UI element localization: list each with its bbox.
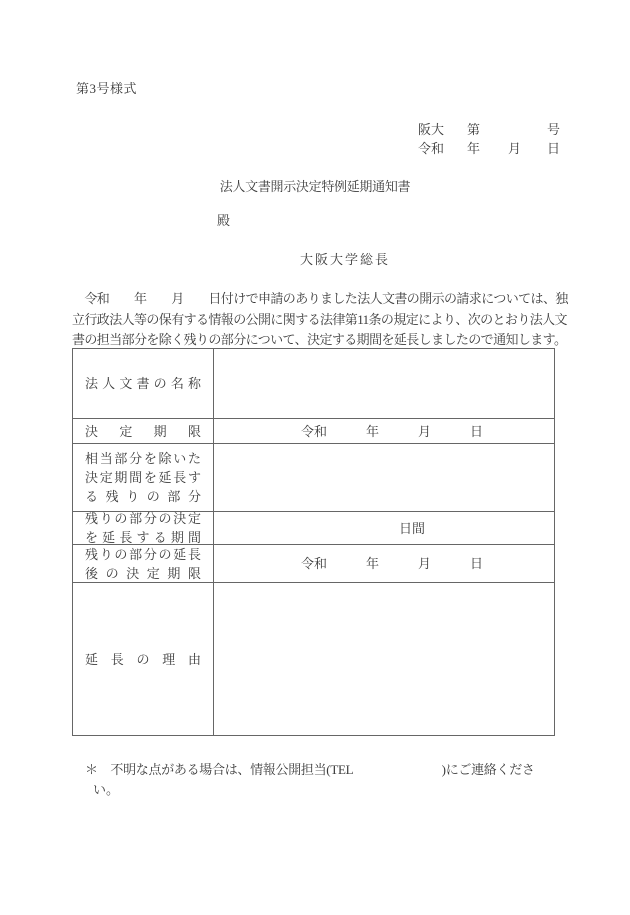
body-line-1: 令和 年 月 日付けで申請のありました法人文書の開示の請求については、独 [72, 291, 568, 306]
row-extension-period-label-cell [73, 511, 214, 544]
row-extension-reason-value-cell [214, 582, 554, 735]
row-document-name-label: 法人文書の名称 [85, 376, 201, 391]
row-extension-reason-label: 延長の理由 [85, 651, 201, 667]
footnote-line-2: い。 [93, 782, 120, 797]
row-remaining-part-value-cell [214, 443, 554, 511]
row-decision-deadline-label: 決定期限 [85, 423, 201, 439]
doc-date-month: 月 [508, 141, 522, 156]
row-extended-deadline-value-cell [214, 544, 554, 582]
row-decision-deadline-label-cell [73, 418, 214, 443]
row-extended-deadline-value: 令和 年 月 日 [300, 556, 483, 571]
doc-date-year: 年 [467, 141, 481, 156]
row-decision-deadline-value-cell [214, 418, 554, 443]
row-extension-period-value-cell [214, 511, 554, 544]
row-document-name-value-cell [214, 349, 554, 418]
doc-number-dai: 第 [467, 122, 481, 137]
row-document-name-label-cell [73, 349, 214, 418]
document-title: 法人文書開示決定特例延期通知書 [219, 179, 411, 194]
form-number: 第3号様式 [76, 81, 138, 96]
addressee-suffix: 殿 [217, 213, 231, 228]
doc-date-era: 令和 [418, 141, 445, 156]
sender-name: 大阪大学総長 [300, 252, 391, 267]
footnote-line-1: ＊ 不明な点がある場合は、情報公開担当(TEL )にご連絡くださ [85, 762, 535, 777]
doc-number-block [418, 122, 568, 160]
doc-number-org: 阪大 [418, 122, 445, 137]
row-remaining-part-label-cell [73, 443, 214, 511]
doc-number-line [418, 122, 568, 141]
row-remaining-part-label: 相当部分を除いた決定期間を延長する残りの部分 [85, 451, 201, 504]
row-extended-deadline-label-cell [73, 544, 214, 582]
row-extension-period-value: 日間 [398, 520, 425, 536]
body-line-2: 立行政法人等の保有する情報の公開に関する法律第11条の規定により、次のとおり法人文 [72, 311, 567, 327]
row-extension-reason-label-cell [73, 582, 214, 735]
row-extended-deadline-label: 残りの部分の延長後の決定期限 [85, 546, 201, 581]
doc-number-go: 号 [547, 122, 561, 137]
body-paragraph [72, 291, 572, 353]
body-line-3: 書の担当部分を除く残りの部分について、決定する期間を延長しましたので通知します。 [72, 332, 567, 347]
doc-date-line [418, 141, 568, 160]
form-table [72, 348, 555, 736]
row-decision-deadline-value: 令和 年 月 日 [300, 423, 483, 439]
doc-date-day: 日 [547, 141, 561, 156]
row-extension-period-label: 残りの部分の決定を延長する期間 [85, 511, 201, 545]
